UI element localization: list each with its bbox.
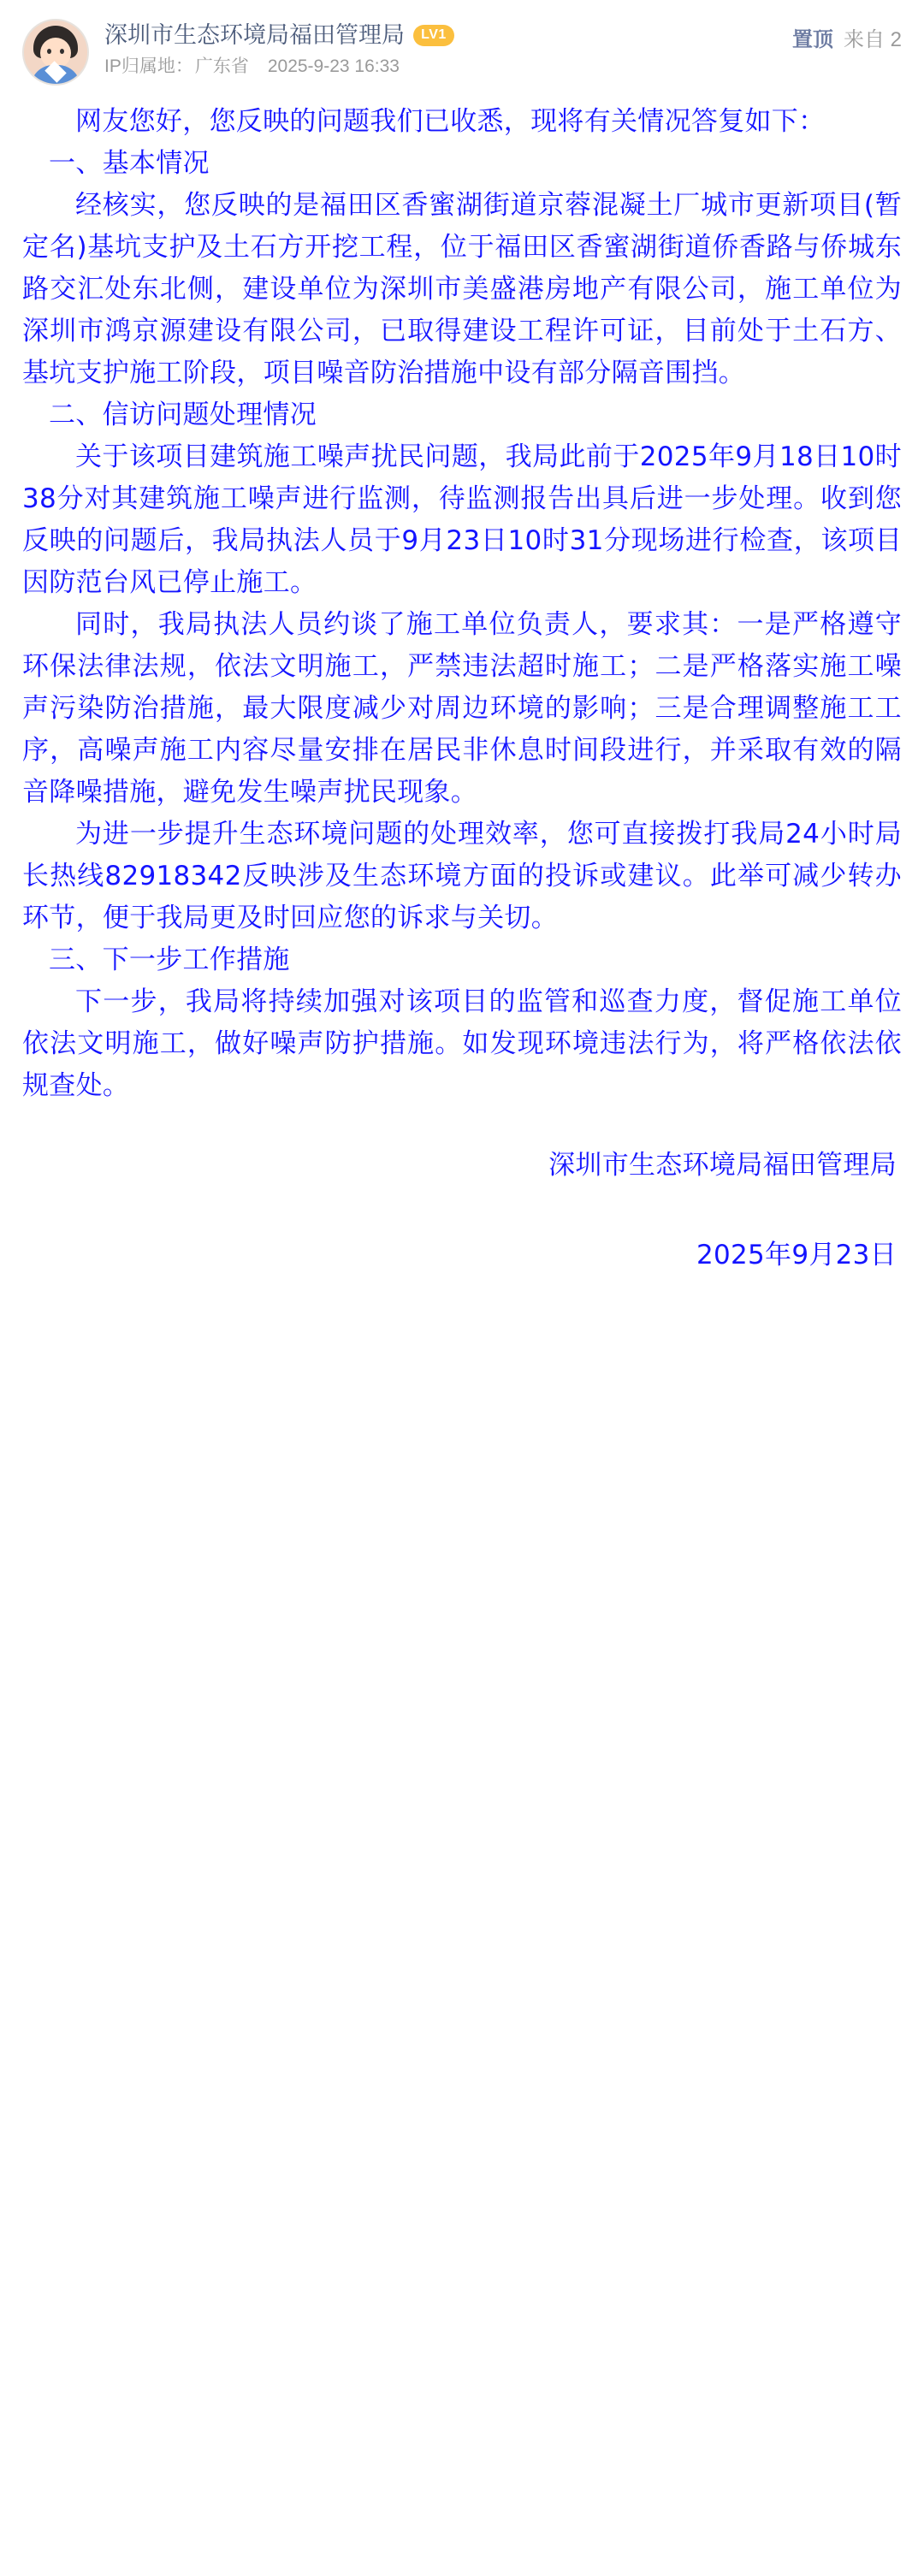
author-name-row [104, 21, 792, 50]
post-timestamp: 2025-9-23 16:33 [267, 56, 400, 76]
pinned-badge: 置顶 [791, 28, 833, 51]
avatar-eye-right [60, 49, 64, 54]
post-tags [792, 19, 902, 52]
source-label[interactable]: 来自 2 [843, 28, 902, 51]
avatar-eye-left [47, 49, 51, 54]
post-section-heading-2: 二、信访问题处理情况 [49, 400, 317, 430]
post-paragraph-4: 为进一步提升生态环境问题的处理效率，您可直接拨打我局24小时局长热线82918342反映涉及生态环境方面的投诉或建议。此举可减少转办环节，便于我局更及时回应您的诉求与关切。 [22, 819, 902, 933]
post-paragraph-intro: 网友您好，您反映的问题我们已收悉，现将有关情况答复如下： [75, 106, 826, 137]
post-paragraph-2: 关于该项目建筑施工噪声扰民问题，我局此前于2025年9月18日10时38分对其建筑施工噪声进行监测，待监测报告出具后进一步处理。收到您反映的问题后，我局执法人员于9月23日10时31分现场进行检查，该项目因防范台风已停止施工。 [22, 441, 902, 598]
author-name[interactable]: 深圳市生态环境局福田管理局 [104, 22, 405, 48]
signature-organization: 深圳市生态环境局福田管理局 [548, 1150, 897, 1181]
post-section-heading-1: 一、基本情况 [49, 148, 210, 179]
ip-location-label: IP归属地： [104, 56, 193, 76]
post-paragraph-5: 下一步，我局将持续加强对该项目的监管和巡查力度，督促施工单位依法文明施工，做好噪声防护措施。如发现环境违法行为，将严格依法依规查处。 [22, 986, 902, 1101]
level-badge: LV1 [413, 25, 454, 46]
post-header [0, 0, 924, 94]
ip-location-region: 广东省 [194, 56, 249, 76]
signature-block [22, 1145, 902, 1276]
author-info [104, 19, 792, 79]
avatar[interactable] [22, 19, 89, 86]
post-section-heading-3: 三、下一步工作措施 [49, 945, 290, 975]
signature-date: 2025年9月23日 [696, 1240, 897, 1270]
post-content [0, 94, 924, 1276]
post-paragraph-1: 经核实，您反映的是福田区香蜜湖街道京蓉混凝土厂城市更新项目(暂定名)基坑支护及土石方开挖工程，位于福田区香蜜湖街道侨香路与侨城东路交汇处东北侧，建设单位为深圳市美盛港房地产有限公司，施工单位为深圳市鸿京源建设有限公司，已取得建设工程许可证，目前处于土石方、基坑支护施工阶段，项目噪音防治措施中设有部分隔音围挡。 [22, 190, 903, 388]
post-paragraph-3: 同时，我局执法人员约谈了施工单位负责人，要求其：一是严格遵守环保法律法规，依法文明施工，严禁违法超时施工；二是严格落实施工噪声污染防治措施，最大限度减少对周边环境的影响；三是合理调整施工工序，高噪声施工内容尽量安排在居民非休息时间段进行，并采取有效的隔音降噪措施，避免发生噪声扰民现象。 [22, 609, 902, 808]
post-meta [104, 55, 792, 79]
